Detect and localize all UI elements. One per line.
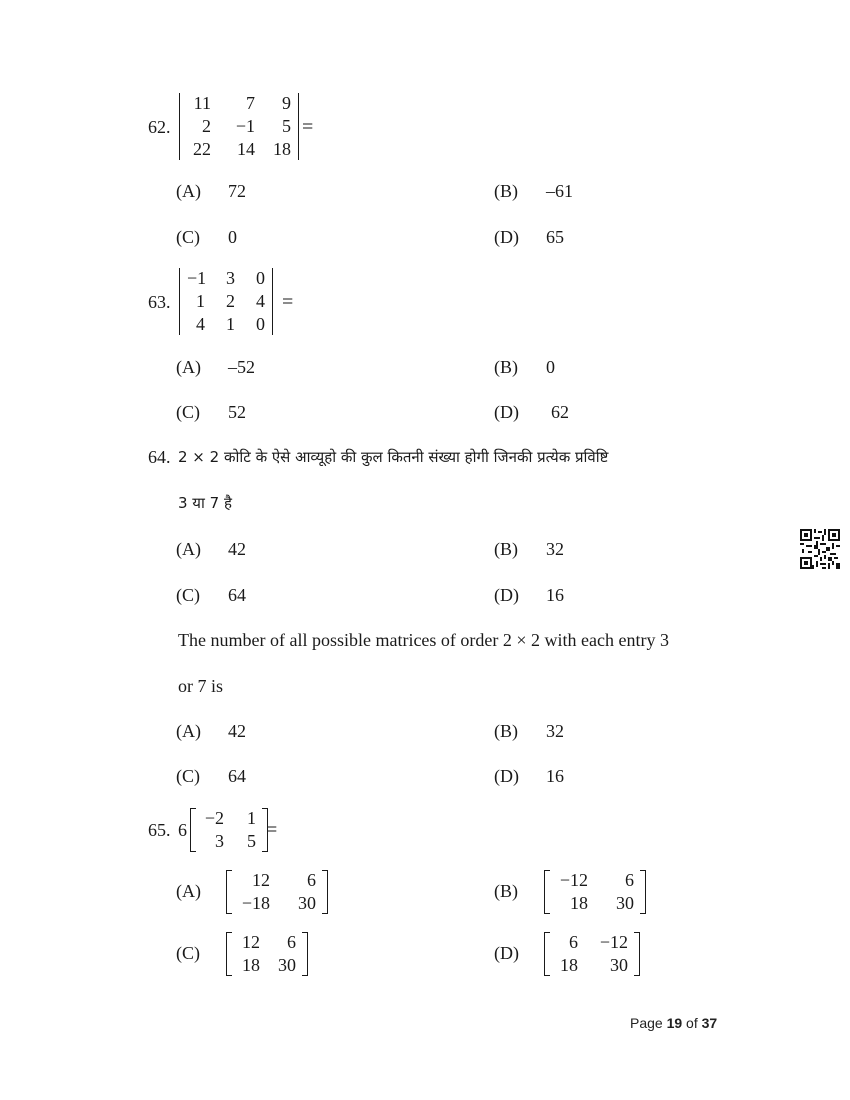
q63-option-a[interactable] bbox=[176, 356, 255, 378]
matrix-cell: 0 bbox=[256, 268, 265, 288]
matrix-cell: 7 bbox=[246, 93, 255, 113]
matrix-cell: 30 bbox=[278, 955, 296, 975]
option-value: –52 bbox=[228, 357, 255, 377]
q65-option-d-label[interactable] bbox=[494, 942, 519, 964]
option-label: (C) bbox=[176, 227, 200, 247]
option-label: (B) bbox=[494, 539, 518, 559]
option-label: (D) bbox=[494, 943, 519, 963]
total-pages-number: 37 bbox=[701, 1015, 718, 1031]
option-value: 72 bbox=[228, 181, 246, 201]
option-label: (D) bbox=[494, 227, 519, 247]
option-label: (C) bbox=[176, 585, 200, 605]
matrix-cell: 9 bbox=[282, 93, 291, 113]
matrix-cell: −12 bbox=[599, 932, 628, 952]
q64-english-option-c[interactable] bbox=[176, 765, 246, 787]
option-value: 32 bbox=[546, 721, 564, 741]
option-value: 65 bbox=[546, 227, 564, 247]
matrix-cell: 11 bbox=[193, 93, 211, 113]
option-value: 42 bbox=[228, 539, 246, 559]
q64-english-option-d[interactable] bbox=[494, 765, 564, 787]
option-label: (A) bbox=[176, 539, 201, 559]
q65-option-c-matrix[interactable] bbox=[224, 931, 310, 977]
matrix-cell: 6 bbox=[569, 932, 578, 952]
q64-hindi-option-a[interactable] bbox=[176, 538, 246, 560]
matrix-cell: 2 bbox=[226, 291, 235, 311]
matrix-cell: 5 bbox=[282, 116, 291, 136]
q62-option-a[interactable] bbox=[176, 180, 246, 202]
option-label: (A) bbox=[176, 357, 201, 377]
matrix-cell: 12 bbox=[252, 870, 270, 890]
option-label: (A) bbox=[176, 881, 201, 901]
equals-sign: = bbox=[302, 116, 314, 138]
option-value: 64 bbox=[228, 585, 246, 605]
matrix-cell: −12 bbox=[559, 870, 588, 890]
equals-sign: = bbox=[266, 819, 278, 841]
q63-option-d[interactable] bbox=[494, 401, 569, 423]
option-label: (B) bbox=[494, 357, 518, 377]
current-page-number: 19 bbox=[666, 1015, 683, 1031]
q64-hindi-option-d[interactable] bbox=[494, 584, 564, 606]
page-of: of bbox=[682, 1015, 702, 1031]
matrix-cell: 2 bbox=[202, 116, 211, 136]
matrix-cell: 30 bbox=[298, 893, 316, 913]
matrix-cell: 3 bbox=[215, 831, 224, 851]
option-value: 0 bbox=[228, 227, 237, 247]
q62-option-c[interactable] bbox=[176, 226, 237, 248]
q64-hindi-option-c[interactable] bbox=[176, 584, 246, 606]
q62-determinant bbox=[176, 92, 302, 161]
matrix-cell: 18 bbox=[570, 893, 588, 913]
q63-determinant bbox=[176, 267, 276, 336]
equals-sign: = bbox=[282, 291, 294, 313]
matrix-cell: 6 bbox=[625, 870, 634, 890]
q65-matrix bbox=[188, 807, 270, 853]
matrix-cell: 6 bbox=[287, 932, 296, 952]
q64-english-option-b[interactable] bbox=[494, 720, 564, 742]
option-value: 16 bbox=[546, 766, 564, 786]
matrix-cell: 18 bbox=[273, 139, 291, 159]
q64-english-option-a[interactable] bbox=[176, 720, 246, 742]
option-value: 0 bbox=[546, 357, 555, 377]
q64-hindi-text-line2: 3 या 7 है bbox=[178, 494, 232, 512]
option-label: (B) bbox=[494, 721, 518, 741]
option-value: 62 bbox=[551, 402, 569, 422]
matrix-cell: −18 bbox=[241, 893, 270, 913]
q62-option-b[interactable] bbox=[494, 180, 573, 202]
matrix-cell: 18 bbox=[242, 955, 260, 975]
q63-option-b[interactable] bbox=[494, 356, 555, 378]
matrix-cell: 0 bbox=[256, 314, 265, 334]
matrix-cell: 6 bbox=[307, 870, 316, 890]
option-label: (B) bbox=[494, 181, 518, 201]
q63-option-c[interactable] bbox=[176, 401, 246, 423]
q64-english-text-line2: or 7 is bbox=[178, 676, 223, 696]
q62-option-d[interactable] bbox=[494, 226, 564, 248]
option-label: (C) bbox=[176, 766, 200, 786]
option-value: 64 bbox=[228, 766, 246, 786]
option-label: (D) bbox=[494, 402, 519, 422]
option-label: (C) bbox=[176, 943, 200, 963]
matrix-cell: 12 bbox=[242, 932, 260, 952]
option-label: (A) bbox=[176, 721, 201, 741]
page-indicator bbox=[630, 1015, 717, 1031]
qr-code-icon bbox=[800, 529, 840, 569]
q65-option-a-label[interactable] bbox=[176, 880, 201, 902]
q65-scalar: 6 bbox=[178, 820, 187, 840]
matrix-cell: 3 bbox=[226, 268, 235, 288]
page-prefix: Page bbox=[630, 1015, 667, 1031]
matrix-cell: 1 bbox=[196, 291, 205, 311]
matrix-cell: −2 bbox=[204, 808, 224, 828]
matrix-cell: 18 bbox=[560, 955, 578, 975]
matrix-cell: 30 bbox=[610, 955, 628, 975]
option-label: (B) bbox=[494, 881, 518, 901]
option-value: –61 bbox=[546, 181, 573, 201]
question-number-62: 62. bbox=[148, 117, 171, 137]
option-value: 52 bbox=[228, 402, 246, 422]
q65-option-a-matrix[interactable] bbox=[224, 869, 330, 915]
option-value: 42 bbox=[228, 721, 246, 741]
question-number-63: 63. bbox=[148, 292, 171, 312]
q64-hindi-option-b[interactable] bbox=[494, 538, 564, 560]
option-value: 32 bbox=[546, 539, 564, 559]
option-label: (D) bbox=[494, 766, 519, 786]
matrix-cell: 14 bbox=[237, 139, 255, 159]
q64-hindi-text-line1: 2 × 2 कोटि के ऐसे आव्यूहो की कुल कितनी संख्या होगी जिनकी प्रत्येक प्रविष्टि bbox=[178, 448, 609, 466]
q65-option-d-matrix[interactable] bbox=[542, 931, 642, 977]
matrix-cell: −1 bbox=[235, 116, 255, 136]
matrix-cell: 22 bbox=[193, 139, 211, 159]
question-number-65: 65. bbox=[148, 820, 171, 840]
q65-option-b-label[interactable] bbox=[494, 880, 518, 902]
matrix-cell: 4 bbox=[196, 314, 205, 334]
q65-option-b-matrix[interactable] bbox=[542, 869, 648, 915]
question-number-64: 64. bbox=[148, 447, 171, 467]
option-label: (D) bbox=[494, 585, 519, 605]
matrix-cell: 1 bbox=[247, 808, 256, 828]
q64-english-text-line1: The number of all possible matrices of order 2 × 2 with each entry 3 bbox=[178, 630, 670, 650]
option-label: (C) bbox=[176, 402, 200, 422]
option-value: 16 bbox=[546, 585, 564, 605]
option-label: (A) bbox=[176, 181, 201, 201]
matrix-cell: 1 bbox=[226, 314, 235, 334]
matrix-cell: 30 bbox=[616, 893, 634, 913]
q65-option-c-label[interactable] bbox=[176, 942, 200, 964]
matrix-cell: 4 bbox=[256, 291, 265, 311]
matrix-cell: 5 bbox=[247, 831, 256, 851]
matrix-cell: −1 bbox=[187, 268, 207, 288]
